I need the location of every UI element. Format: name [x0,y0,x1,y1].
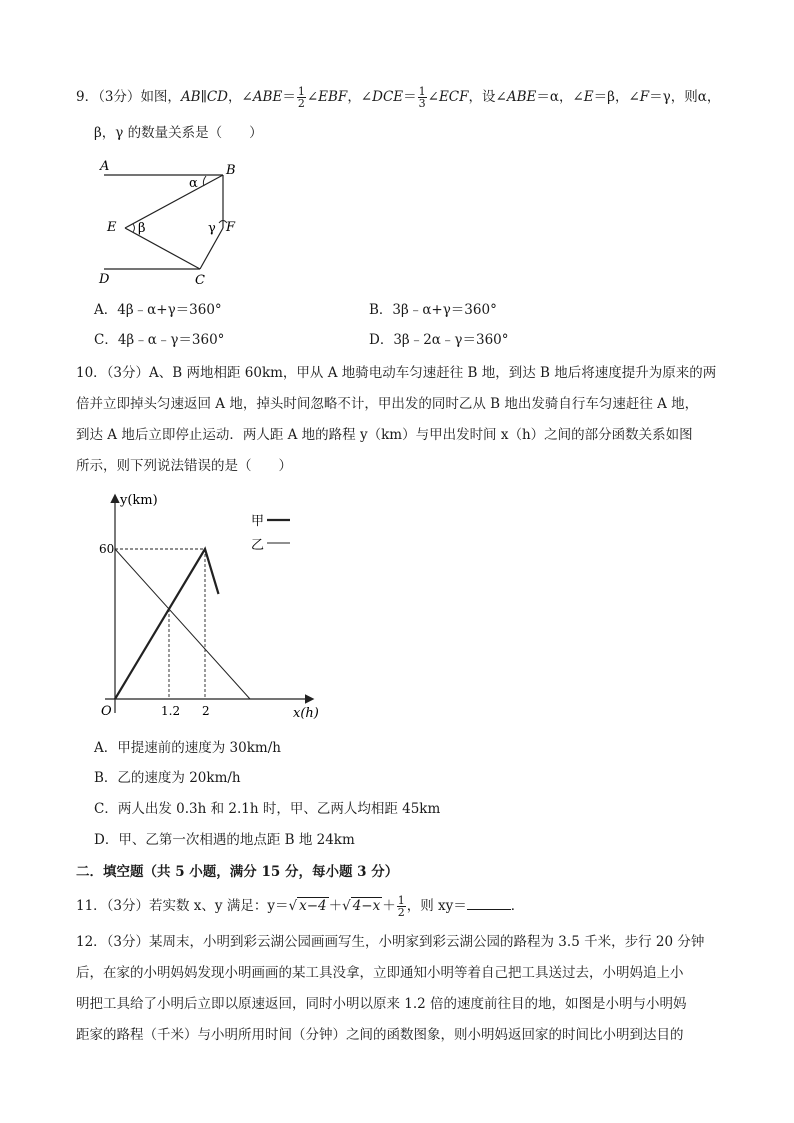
series-jia-line [115,549,219,699]
arc-beta [133,224,135,232]
q12-line1: 12．（3分）某周末，小明到彩云湖公园画画写生，小明家到彩云湖公园的路程为 3.5 千米，步行 20 分钟 [76,934,705,950]
q10-line1: 10．（3分）A、B 两地相距 60km，甲从 A 地骑电动车匀速赶往 B 地，到达 B 地后将速度提升为原来的两 [76,365,717,381]
y-axis-label: y(km) [120,493,158,508]
q10-function-graph [90,488,340,728]
q10-option-b: B．乙的速度为 20km/h [94,770,241,786]
label-a: A [100,159,110,174]
sqrt-term-2: 4−x [352,898,381,914]
q9-line1: 9．（3分）如图，AB∥CD，∠ABE＝ $\frac{1}{2}$ ∠EBF，∠DCE＝ $\frac{1}{3}$ ∠ECF，设∠ABE＝α，∠E＝β，∠F＝γ，则α， [76,85,721,110]
origin-label: O [101,704,112,719]
label-alpha: α [189,176,198,191]
label-e: E [107,220,117,235]
label-d: D [99,272,110,287]
q10-line4: 所示，则下列说法错误的是（ ） [76,458,292,474]
q9-score: （3分） [98,89,141,105]
label-c: C [195,273,205,288]
q10-line2: 倍并立即掉头匀速返回 A 地，掉头时间忽略不计，甲出发的同时乙从 B 地出发骑自行车匀速赶往 A 地， [76,396,699,412]
q12-line4: 距家的路程（千米）与小明所用时间（分钟）之间的函数图象，则小明妈返回家的时间比小明到达目的 [76,1027,684,1043]
q9-option-c: C．4β﹣α﹣γ＝360° [94,332,225,348]
fraction-third: $\frac{1}{3}$ [418,85,426,110]
q10-line3: 到达 A 地后立即停止运动．两人距 A 地的路程 y（km）与甲出发时间 x（h）之间的部分函数关系如图 [76,427,693,443]
q9-line2: β，γ 的数量关系是（ ） [94,125,263,141]
label-b: B [226,163,236,178]
legend-jia-label: 甲 [251,514,265,529]
label-gamma: γ [208,221,216,236]
label-beta: β [138,221,146,236]
q9-number: 9． [76,89,99,105]
q12-line3: 明把工具给了小明后立即以原速返回，同时小明以原来 1.2 倍的速度前往目的地，如图是小明与小明妈 [76,996,687,1012]
fraction-half-q11: $\frac{1}{2}$ [397,894,405,919]
answer-blank [467,895,511,910]
q10-option-d: D．甲、乙第一次相遇的地点距 B 地 24km [94,832,355,848]
x-tick-label: 2 [202,704,210,718]
x-tick-label: 1.2 [161,704,181,718]
legend-yi-label: 乙 [251,538,265,553]
x-axis-label: x(h) [293,706,319,721]
section2-title: 二．填空题（共 5 小题，满分 15 分，每小题 3 分） [76,864,399,880]
y-tick-label: 60 [99,542,115,556]
q9-geometry-figure [96,155,276,290]
q10-option-c: C．两人出发 0.3h 和 2.1h 时，甲、乙两人均相距 45km [94,801,441,817]
label-f: F [226,220,236,235]
fraction-half: $\frac{1}{2}$ [297,85,305,110]
series-yi-line [115,549,250,699]
segment-ec [125,228,200,269]
q11-line: 11．（3分）若实数 x、y 满足：y＝√ x−4 ＋√ 4−x ＋ $\frac{1}{2}$ ，则 xy＝ ． [76,894,525,919]
q9-option-a: A．4β﹣α+γ＝360° [94,302,222,318]
q9-option-b: B．3β﹣α+γ＝360° [369,302,497,318]
q10-option-a: A．甲提速前的速度为 30km/h [94,740,281,756]
sqrt-term-1: x−4 [299,898,327,914]
q12-line2: 后，在家的小明妈妈发现小明画画的某工具没拿，立即通知小明等着自己把工具送过去，小明妈追上小 [76,965,684,981]
q9-option-d: D．3β﹣2α﹣γ＝360° [369,332,509,348]
